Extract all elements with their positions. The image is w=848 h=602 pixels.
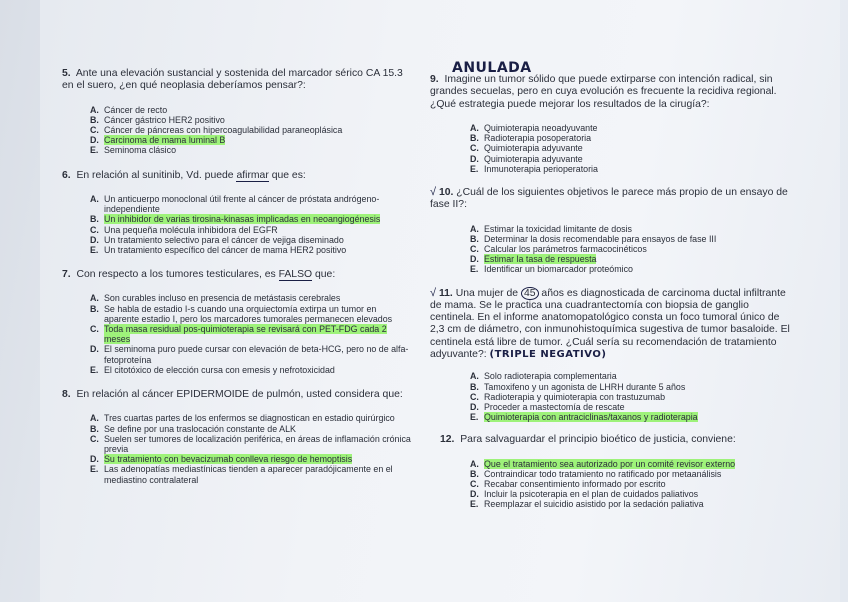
right-column <box>430 62 790 510</box>
option-b: B. Se define por una traslocación constante de ALK <box>90 423 296 434</box>
options-list <box>90 413 412 484</box>
option-c: C. Radioterapia y quimioterapia con trastuzumab <box>470 391 666 402</box>
question-number: 10. <box>438 186 454 198</box>
option-e: E. Las adenopatías mediastínicas tienden a aparecer paradójicamente en el mediastino contralateral <box>90 464 393 485</box>
underlined-word: afirmar <box>236 169 269 181</box>
options-list <box>470 459 790 510</box>
question-number: 8. <box>62 389 71 401</box>
option-b: B. Contraindicar todo tratamiento no ratificado por metaanálisis <box>470 468 722 479</box>
option-e: E. Identificar un biomarcador proteómico <box>470 264 633 275</box>
option-e: E. Quimioterapia con antraciclinas/taxanos y radioterapia <box>470 412 698 423</box>
option-b: B. Se habla de estadio I-s cuando una orquiectomía extirpa un tumor en aparente estadio I, pero los marcadores tumorales permanecen elevados <box>90 303 393 324</box>
question-5 <box>62 68 412 156</box>
option-e: E. Un tratamiento específico del cáncer de mama HER2 positivo <box>90 244 347 255</box>
handwritten-note: (TRIPLE NEGATIVO) <box>489 349 607 360</box>
option-a: A. Estimar la toxicidad limitante de dosis <box>470 223 632 234</box>
annulled-annotation: ANULADA <box>452 60 532 76</box>
options-list <box>90 293 412 375</box>
option-a: A. Quimioterapia neoadyuvante <box>470 122 598 133</box>
option-d: D. Quimioterapia adyuvante <box>470 153 583 164</box>
highlighted-answer: Toda masa residual pos-quimioterapia se revisará con PET-FDG cada 2 meses <box>104 324 387 345</box>
option-d: D. Carcinoma de mama luminal B <box>90 135 226 146</box>
option-a: A. Son curables incluso en presencia de metástasis cerebrales <box>90 293 341 304</box>
question-number: 6. <box>62 169 71 181</box>
check-mark-icon: √ <box>430 185 437 198</box>
option-d: D. Estimar la tasa de respuesta <box>470 254 597 265</box>
option-d: D. Incluir la psicoterapia en el plan de cuidados paliativos <box>470 489 699 500</box>
option-c: C. Quimioterapia adyuvante <box>470 143 583 154</box>
question-text: En relación al cáncer EPIDERMOIDE de pulmón, usted considera que: <box>76 389 403 401</box>
options-list <box>90 105 412 156</box>
option-c: C. Cáncer de páncreas con hipercoagulabilidad paraneoplásica <box>90 125 343 135</box>
question-number: 12. <box>440 434 455 446</box>
circled-age: 45 <box>521 287 539 300</box>
option-b: B. Un inhibidor de varias tirosina-kinasas implicadas en neoangiogénesis <box>90 214 381 225</box>
highlighted-answer: Un inhibidor de varias tirosina-kinasas implicadas en neoangiogénesis <box>104 214 381 225</box>
question-6: 6. En relación al sunitinib, Vd. puede afirmar que es: A. Un anticuerpo monoclonal útil frente al cáncer de próstata andrógeno-independiente B. Un inhibidor de varias tirosina-kinasas implicadas en neoangiogénesis C. Una pequeña molécula inhibidora del EGFR D. Un tratamiento selectivo para el cáncer de vejiga diseminado E. Un tratamiento específico del cáncer de mama HER2 positivo <box>62 170 412 256</box>
question-number: 5. <box>62 68 71 79</box>
option-a: A. Un anticuerpo monoclonal útil frente al cáncer de próstata andrógeno-independiente <box>90 193 380 215</box>
option-c: C. Recabar consentimiento informado por escrito <box>470 479 666 490</box>
option-d: D. El seminoma puro puede cursar con elevación de beta-HCG, pero no de alfa-fetoproteína <box>90 344 409 365</box>
option-b: B. Tamoxifeno y un agonista de LHRH durante 5 años <box>470 381 686 392</box>
question-8 <box>62 389 412 485</box>
highlighted-answer: Estimar la tasa de respuesta <box>484 254 597 265</box>
option-a: A. Que el tratamiento sea autorizado por un comité revisor externo <box>470 458 736 469</box>
question-7: 7. Con respecto a los tumores testiculares, es FALSO que: A. Son curables incluso en presencia de metástasis cerebrales B. Se habla de estadio I-s cuando una orquiectomía extirpa un tumor en aparente estadio I, pero los marcadores tumorales permanecen elevados C. Toda masa residual pos-quimioterapia se revisará con PET-FDG cada 2 meses D. El seminoma puro puede cursar con elevación de beta-HCG, pero no de alfa-fetoproteína E. El citotóxico de elección cursa con emesis y nefrotoxicidad <box>62 269 412 375</box>
options-list <box>470 123 790 174</box>
question-text: Ante una elevación sustancial y sostenida del marcador sérico CA 15.3 en el suero, ¿en qué neoplasia deberíamos pensar?: <box>62 68 403 92</box>
question-number: 11. <box>438 287 453 299</box>
highlighted-answer: Que el tratamiento sea autorizado por un comité revisor externo <box>484 458 736 469</box>
question-text: Imagine un tumor sólido que puede extirparse con intención radical, sin grandes secuelas, pero en cuya evolución es frecuente la recidiva regional. ¿Qué estrategia puede mejorar los resultados de la cirugía?: <box>430 74 777 110</box>
option-b: B. Determinar la dosis recomendable para ensayos de fase III <box>470 233 717 244</box>
highlighted-answer: Carcinoma de mama luminal B <box>104 135 226 146</box>
check-mark-icon: √ <box>430 286 437 299</box>
option-e: E. Inmunoterapia perioperatoria <box>470 163 598 174</box>
option-e: E. El citotóxico de elección cursa con emesis y nefrotoxicidad <box>90 364 335 375</box>
left-column <box>62 68 412 485</box>
option-b: B. Cáncer gástrico HER2 positivo <box>90 114 225 125</box>
option-c: C. Toda masa residual pos-quimioterapia se revisará con PET-FDG cada 2 meses <box>90 324 387 345</box>
option-e: E. Seminoma clásico <box>90 145 177 156</box>
option-a: A. Cáncer de recto <box>90 104 168 115</box>
highlighted-answer: Su tratamiento con bevacizumab conlleva riesgo de hemoptisis <box>104 454 353 465</box>
option-e: E. Reemplazar el suicidio asistido por la sedación paliativa <box>470 499 704 510</box>
options-list <box>470 224 790 275</box>
option-d: D. Su tratamiento con bevacizumab conlleva riesgo de hemoptisis <box>90 454 353 465</box>
highlighted-answer: Quimioterapia con antraciclinas/taxanos y radioterapia <box>484 412 698 423</box>
question-11: √ 11. Una mujer de 45 años es diagnosticada de carcinoma ductal infiltrante de mama. Se le practica una cuadrantectomía con biopsia de ganglio centinela. En el informe anatomopatológico consta un foco tumoral único de 2,3 cm de diámetro, con inmunohistoquímica sugestiva de tumor basaloide. El centinela está libre de tumor. ¿Cuál sería su recomendación de tratamiento adyuvante?: (TRIPLE NEGATIVO) A. Solo radioterapia complementaria B. Tamoxifeno y un agonista de LHRH durante 5 años C. Radioterapia y quimioterapia con trastuzumab D. Proceder a mastectomía de rescate E. Quimioterapia con antraciclinas/taxanos y radioterapia <box>430 286 790 423</box>
option-c: C. Suelen ser tumores de localización periférica, en áreas de inflamación crónica previa <box>90 433 411 454</box>
question-9 <box>430 62 790 174</box>
question-text: Para salvaguardar el principio bioético de justicia, conviene: <box>460 434 736 446</box>
option-c: C. Calcular los parámetros farmacocinéticos <box>470 243 647 254</box>
question-12 <box>430 434 790 509</box>
option-d: D. Un tratamiento selectivo para el cáncer de vejiga diseminado <box>90 234 344 245</box>
option-c: C. Una pequeña molécula inhibidora del EGFR <box>90 224 278 235</box>
question-10 <box>430 186 790 275</box>
question-number: 7. <box>62 269 71 281</box>
question-number: 9. <box>430 74 439 85</box>
option-a: A. Tres cuartas partes de los enfermos se diagnostican en estadio quirúrgico <box>90 413 395 424</box>
options-list <box>90 194 412 255</box>
underlined-word: FALSO <box>278 269 313 281</box>
option-d: D. Proceder a mastectomía de rescate <box>470 401 625 412</box>
option-a: A. Solo radioterapia complementaria <box>470 371 617 382</box>
options-list <box>470 371 790 422</box>
option-b: B. Radioterapia posoperatoria <box>470 133 592 144</box>
question-text: ¿Cuál de los siguientes objetivos le parece más propio de un ensayo de fase II?: <box>430 186 788 211</box>
